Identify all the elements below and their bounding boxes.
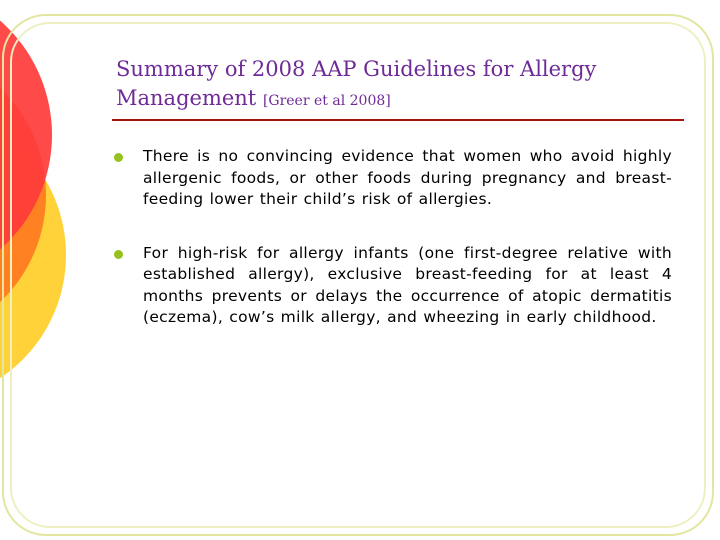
bullet-text: There is no convincing evidence that women who avoid highly allergenic foods, or other foods during pregnancy and breast-feeding lower their child’s risk of allergies. [143,147,672,208]
slide-title-main: Summary of 2008 AAP Guidelines for Allergy Management [116,57,597,110]
bullet-dot-icon [114,250,123,259]
bullet-dot-icon [114,153,123,162]
bullet-list [112,146,672,361]
bullet-item [112,243,672,329]
slide-title-citation: [Greer et al 2008] [262,93,391,109]
bullet-item [112,146,672,211]
slide-title [116,55,696,116]
bullet-text: For high-risk for allergy infants (one first-degree relative with established allergy), exclusive breast-feeding for at least 4 months prevents or delays the occurrence of atopic dermatitis (eczema), cow’s milk allergy, and wheezing in early childhood. [143,243,672,326]
title-divider [112,119,684,121]
